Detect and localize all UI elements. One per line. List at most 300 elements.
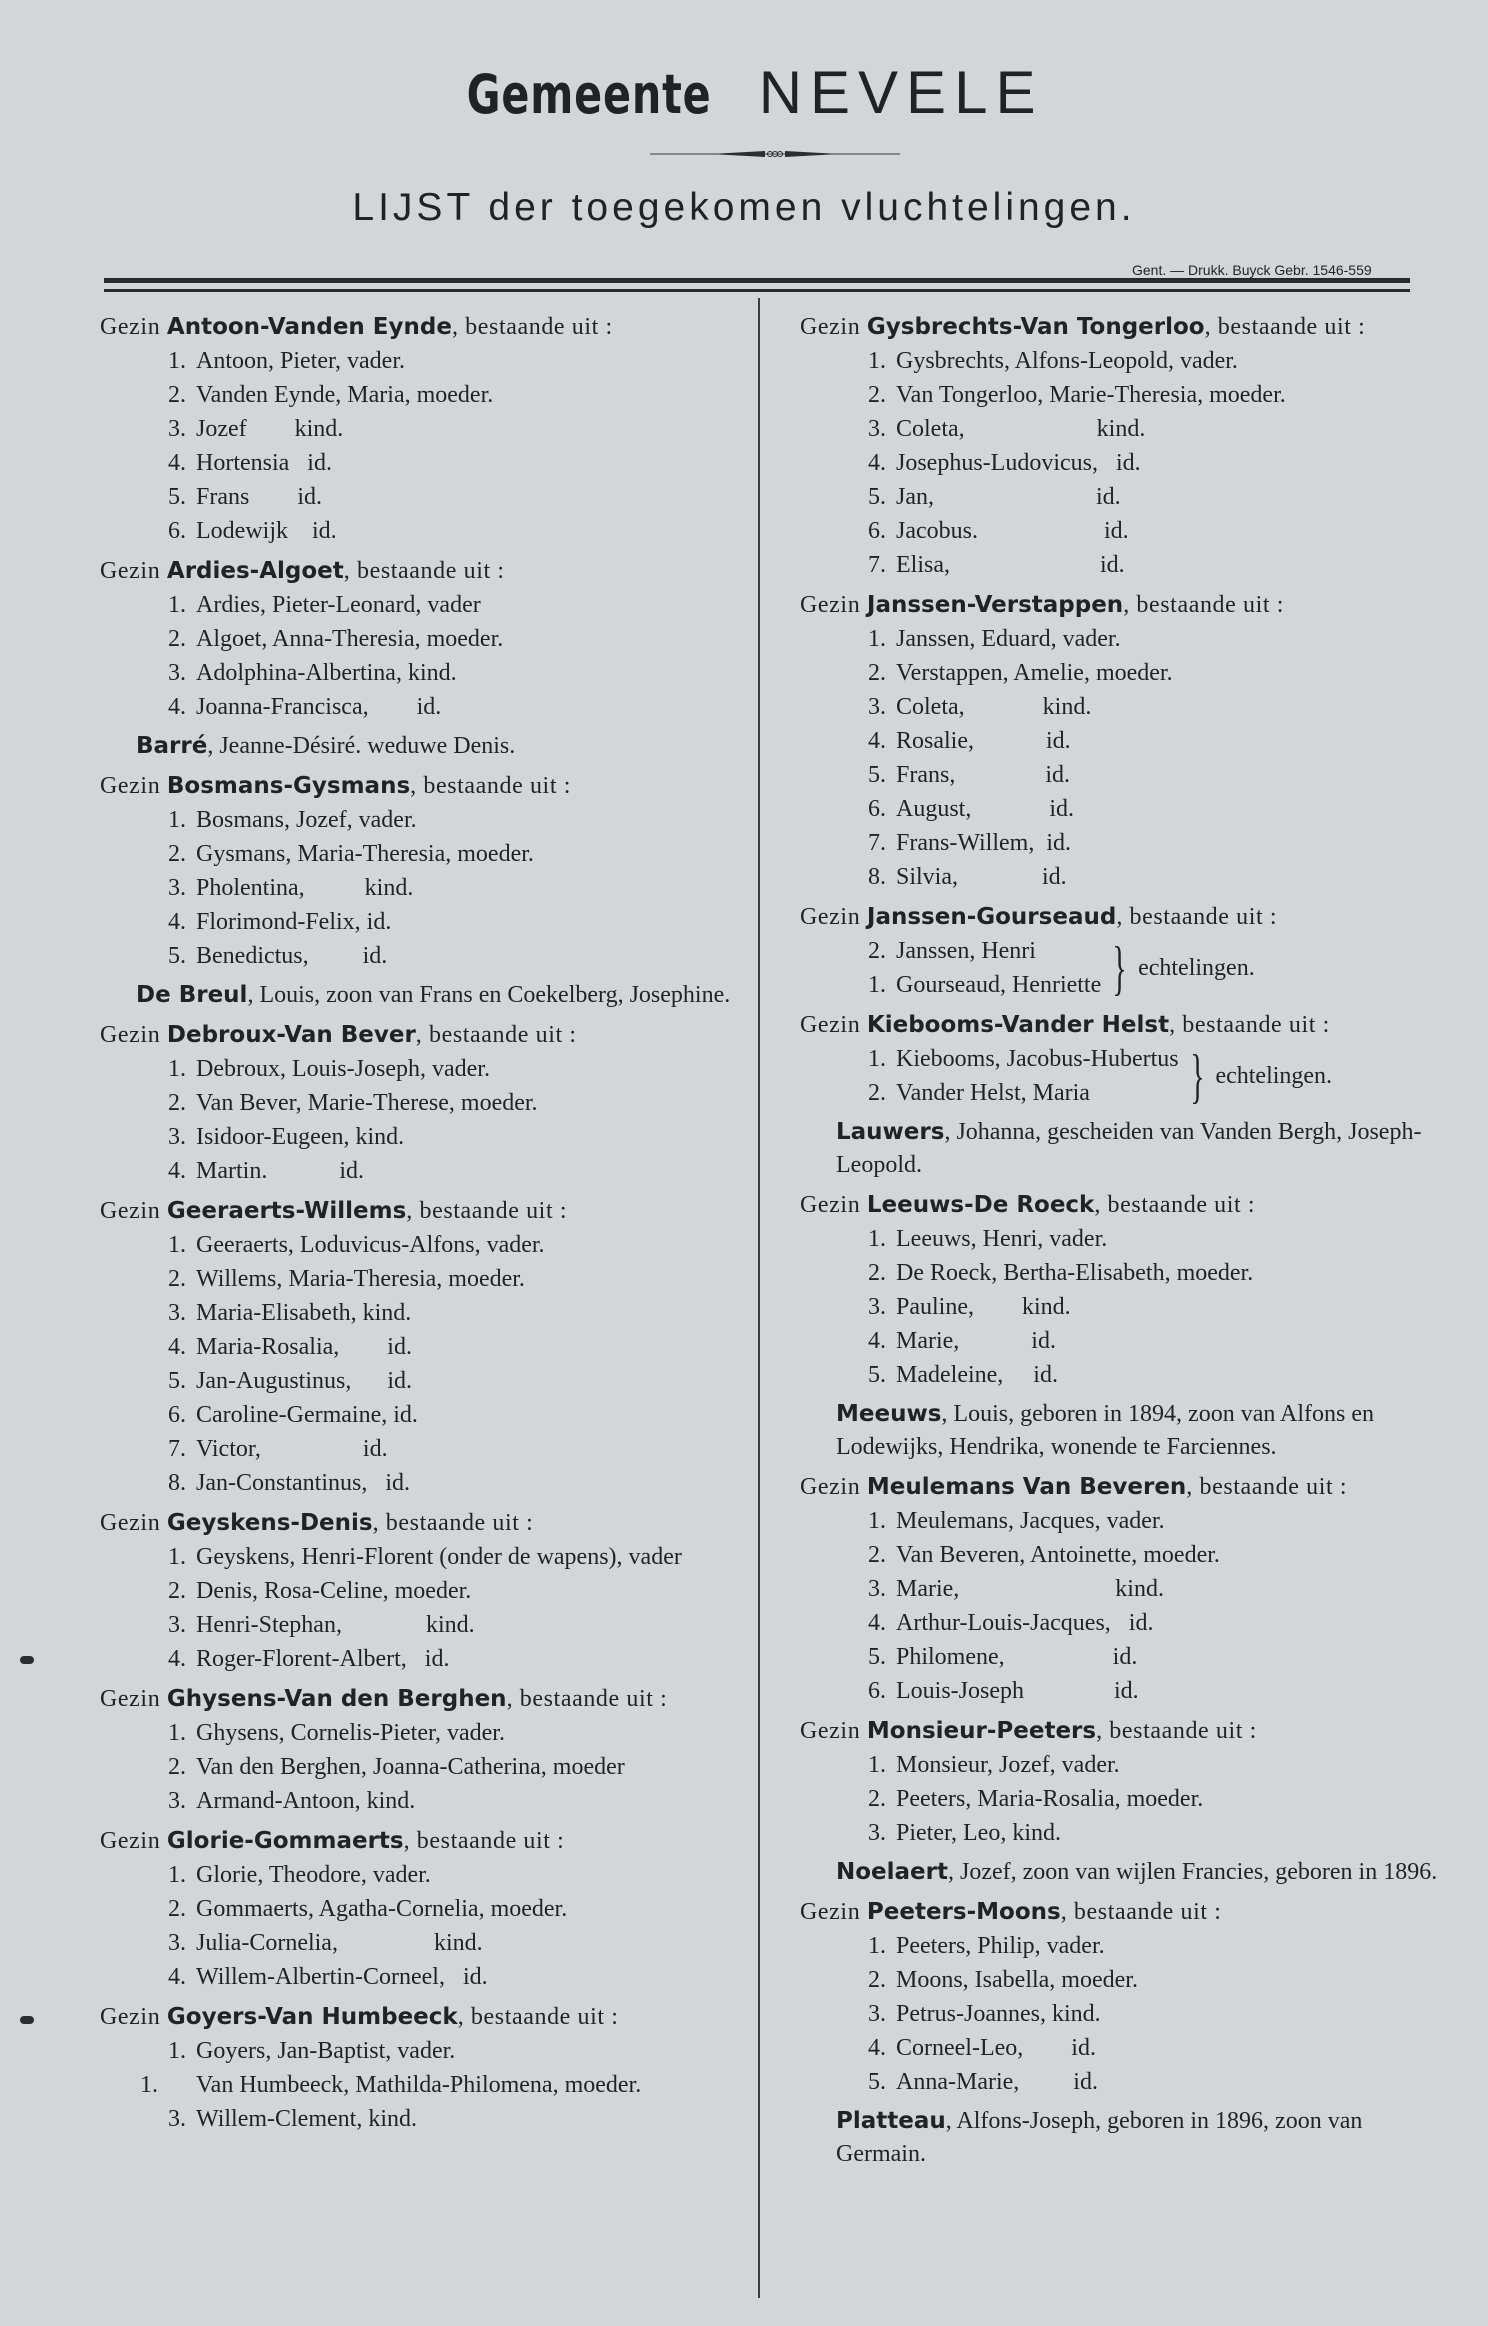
member-text: Armand-Antoon, kind. [196,1788,416,1814]
couple-label: echtelingen. [1215,1063,1333,1089]
member-number: 4. [168,1964,186,1990]
family-heading-tail: , bestaande uit : [415,1022,577,1048]
member-text: Algoet, Anna-Theresia, moeder. [196,626,504,652]
member-row [788,548,1438,582]
member-number: 3. [868,416,886,442]
family-prefix: Gezin [800,314,867,340]
header-rule [104,278,1410,283]
member-number: 2. [168,1578,186,1604]
member-row [88,1574,748,1608]
entry-single [788,1856,1438,1889]
member-text: Isidoor-Eugeen, kind. [196,1124,405,1150]
member-text: Anna-Marie, id. [896,2069,1098,2095]
member-row [788,792,1438,826]
entry-family [88,1194,748,1500]
member-row [788,1748,1438,1782]
member-number: 8. [868,864,886,890]
member-text: Gysmans, Maria-Theresia, moeder. [196,841,534,867]
member-number: 3. [168,1612,186,1638]
member-row [88,1330,748,1364]
member-number: 1. [868,1933,886,1959]
member-row [88,1120,748,1154]
family-name: Goyers-Van Humbeeck [166,2004,458,2030]
printer-imprint: Gent. — Drukk. Buyck Gebr. 1546-559 [1132,262,1372,278]
family-name: Antoon-Vanden Eynde [166,314,452,340]
single-person [88,730,748,763]
member-text: Madeleine, id. [896,1362,1058,1388]
member-row [788,1504,1438,1538]
single-person [788,1398,1438,1464]
family-heading-tail: , bestaande uit : [457,2004,619,2030]
family-name: Ghysens-Van den Berghen [166,1686,507,1712]
member-number: 1. [168,348,186,374]
family-name: Gysbrechts-Van Tongerloo [866,314,1205,340]
member-text: Petrus-Joannes, kind. [896,2001,1101,2027]
person-details: , Johanna, gescheiden van Vanden Bergh, Joseph-Leopold. [836,1119,1422,1178]
member-row [88,1228,748,1262]
member-text: Coleta, kind. [896,416,1146,442]
family-prefix: Gezin [100,1510,167,1536]
member-text: Meulemans, Jacques, vader. [896,1508,1165,1534]
member-row [88,378,748,412]
member-text: Julia-Cornelia, kind. [196,1930,483,1956]
member-number: 4. [168,1334,186,1360]
entry-family [788,1714,1438,1850]
family-prefix: Gezin [100,1022,167,1048]
couple-group [788,934,1438,1002]
couple-label: echtelingen. [1138,955,1255,981]
member-row [88,514,748,548]
member-text: Willem-Clement, kind. [196,2106,417,2132]
member-row [88,412,748,446]
member-number: 4. [868,1610,886,1636]
member-row [788,1324,1438,1358]
family-prefix: Gezin [100,1686,167,1712]
member-row [88,1784,748,1818]
member-number: 4. [868,450,886,476]
entry-single [788,2105,1438,2171]
member-row [88,1750,748,1784]
member-row [88,1926,748,1960]
member-number: 5. [868,2069,886,2095]
entry-pair [788,900,1438,1002]
family-prefix: Gezin [800,1474,867,1500]
member-row [788,1929,1438,1963]
member-row [868,968,1101,1002]
family-name: Geyskens-Denis [166,1510,373,1536]
family-prefix: Gezin [800,1899,867,1925]
member-number: 7. [868,552,886,578]
member-number: 2. [168,626,186,652]
member-number: 1. [168,1720,186,1746]
member-number: 2. [868,382,886,408]
family-prefix: Gezin [800,904,867,930]
entry-family [88,1824,748,1994]
member-row [88,905,748,939]
member-text: Geeraerts, Loduvicus-Alfons, vader. [196,1232,545,1258]
member-number: 4. [168,1158,186,1184]
member-number: 3. [168,875,186,901]
family-name: Meulemans Van Beveren [866,1474,1187,1500]
member-number: 2. [868,938,886,964]
member-text: Van Humbeeck, Mathilda-Philomena, moeder. [196,2072,642,2098]
member-row [88,803,748,837]
member-number: 1. [168,807,186,833]
title-gemeente: Gemeente [466,63,712,126]
member-text: Jozef kind. [196,416,344,442]
member-number: 5. [168,1368,186,1394]
member-text: Gysbrechts, Alfons-Leopold, vader. [896,348,1238,374]
member-row [88,1642,748,1676]
family-name: Peeters-Moons [866,1899,1061,1925]
member-text: Joanna-Francisca, id. [196,694,442,720]
member-number: 4. [868,1328,886,1354]
member-row [88,1892,748,1926]
member-row [88,837,748,871]
entry-family [88,2000,748,2136]
entry-single [88,979,748,1012]
family-prefix: Gezin [100,1828,167,1854]
member-number: 6. [168,1402,186,1428]
family-heading [88,769,748,803]
member-text: Pieter, Leo, kind. [896,1820,1061,1846]
entry-family [788,588,1438,894]
family-name: Leeuws-De Roeck [866,1192,1095,1218]
member-number: 5. [868,1362,886,1388]
entry-single [788,1398,1438,1464]
member-text: Florimond-Felix, id. [196,909,392,935]
member-number: 2. [868,1260,886,1286]
entry-family [88,554,748,724]
member-number: 4. [168,450,186,476]
member-number: 2. [168,382,186,408]
family-heading-tail: , bestaande uit : [1060,1899,1222,1925]
member-number: 5. [168,484,186,510]
family-name: Janssen-Verstappen [866,592,1124,618]
entry-family [788,1895,1438,2099]
person-details: , Alfons-Joseph, geboren in 1896, zoon van Germain. [836,2108,1363,2167]
family-prefix: Gezin [100,2004,167,2030]
member-row [788,1640,1438,1674]
member-row [88,622,748,656]
entry-family [788,1188,1438,1392]
punch-hole [20,1656,34,1664]
member-number: 4. [168,909,186,935]
member-row [788,1290,1438,1324]
member-row [88,939,748,973]
member-row [88,1052,748,1086]
single-person [788,1116,1438,1182]
column-divider [758,298,760,2298]
member-text: Glorie, Theodore, vader. [196,1862,431,1888]
member-number: 8. [168,1470,186,1496]
member-text: Ghysens, Cornelis-Pieter, vader. [196,1720,505,1746]
member-number: 3. [868,1820,886,1846]
member-text: Jan, id. [896,484,1121,510]
family-prefix: Gezin [100,773,167,799]
member-number: 2. [868,1967,886,1993]
member-number: 1. [868,972,886,998]
ornament-divider [650,150,900,158]
family-heading-tail: , bestaande uit : [506,1686,668,1712]
member-number: 1. [868,1226,886,1252]
member-row [88,1432,748,1466]
member-text: Goyers, Jan-Baptist, vader. [196,2038,456,2064]
member-text: Vander Helst, Maria [896,1080,1090,1106]
person-details: , Jozef, zoon van wijlen Francies, geboren in 1896. [948,1859,1438,1885]
member-text: Rosalie, id. [896,728,1071,754]
family-heading-tail: , bestaande uit : [1094,1192,1256,1218]
member-number: 3. [168,416,186,442]
member-text: August, id. [896,796,1075,822]
member-number: 3. [168,1788,186,1814]
member-row [788,446,1438,480]
member-number: 7. [868,830,886,856]
family-heading [788,1008,1438,1042]
member-row [788,1256,1438,1290]
member-row [88,1262,748,1296]
family-prefix: Gezin [800,1718,867,1744]
family-heading-tail: , bestaande uit : [372,1510,534,1536]
member-row [868,1042,1179,1076]
single-person [788,2105,1438,2171]
single-person [788,1856,1438,1889]
member-number: 4. [868,2035,886,2061]
member-row [88,656,748,690]
member-row [88,2102,748,2136]
family-heading [788,588,1438,622]
member-row [788,378,1438,412]
couple-group [788,1042,1438,1110]
member-text: Pholentina, kind. [196,875,414,901]
single-person [88,979,748,1012]
member-text: Bosmans, Jozef, vader. [196,807,417,833]
person-surname: Platteau [836,2108,946,2134]
member-row [788,656,1438,690]
family-name: Kiebooms-Vander Helst [866,1012,1170,1038]
member-number: 3. [868,2001,886,2027]
member-row [788,2065,1438,2099]
member-row [788,724,1438,758]
member-text: Peeters, Philip, vader. [896,1933,1105,1959]
member-row [788,1816,1438,1850]
member-text: De Roeck, Bertha-Elisabeth, moeder. [896,1260,1254,1286]
member-number: 3. [168,1124,186,1150]
member-number: 1. [868,1046,886,1072]
family-heading [788,1895,1438,1929]
person-surname: Barré [136,733,208,759]
member-text: Jacobus. id. [896,518,1129,544]
member-number: 1. [168,1232,186,1258]
member-number: 2. [868,1080,886,1106]
family-prefix: Gezin [800,1192,867,1218]
family-prefix: Gezin [100,314,167,340]
member-text: Antoon, Pieter, vader. [196,348,405,374]
family-name: Debroux-Van Bever [166,1022,416,1048]
member-number: 1. [868,348,886,374]
punch-hole [20,2016,34,2024]
member-row [88,1296,748,1330]
family-prefix: Gezin [800,592,867,618]
family-heading [88,1506,748,1540]
family-heading-tail: , bestaande uit : [1204,314,1366,340]
member-number: 3. [168,2106,186,2132]
family-heading-tail: , bestaande uit : [1116,904,1278,930]
member-number: 4. [168,1646,186,1672]
family-heading-tail: , bestaande uit : [403,1828,565,1854]
family-heading-tail: , bestaande uit : [406,1198,568,1224]
family-heading [788,1188,1438,1222]
member-row [88,1540,748,1574]
member-row [788,1222,1438,1256]
member-number: 5. [168,943,186,969]
member-row [88,1960,748,1994]
member-text: Arthur-Louis-Jacques, id. [896,1610,1154,1636]
family-heading [788,310,1438,344]
member-number: 1. [868,1752,886,1778]
member-row [88,1608,748,1642]
member-text: Coleta, kind. [896,694,1092,720]
member-row [788,1997,1438,2031]
entry-family [88,310,748,548]
member-text: Gommaerts, Agatha-Cornelia, moeder. [196,1896,568,1922]
member-row [88,871,748,905]
member-number: 2. [868,660,886,686]
member-text: Lodewijk id. [196,518,337,544]
member-row [88,1364,748,1398]
member-row [868,934,1101,968]
member-number: 1. [868,626,886,652]
member-number: 3. [168,1300,186,1326]
member-text: Caroline-Germaine, id. [196,1402,418,1428]
couple-members [868,934,1101,1002]
left-column [88,310,748,2142]
family-prefix: Gezin [100,558,167,584]
entry-single [88,730,748,763]
member-text: Geyskens, Henri-Florent (onder de wapens), vader [196,1544,682,1570]
member-row [88,1086,748,1120]
member-row [88,690,748,724]
member-text: Debroux, Louis-Joseph, vader. [196,1056,490,1082]
member-number: 3. [868,1294,886,1320]
member-text: Willem-Albertin-Corneel, id. [196,1964,488,1990]
member-text: Van Beveren, Antoinette, moeder. [896,1542,1220,1568]
member-number: 5. [868,484,886,510]
member-row [788,1606,1438,1640]
family-heading [88,1682,748,1716]
member-number: 4. [868,728,886,754]
member-text: Van den Berghen, Joanna-Catherina, moeder [196,1754,625,1780]
family-name: Ardies-Algoet [166,558,344,584]
member-text: Louis-Joseph id. [896,1678,1139,1704]
member-text: Janssen, Eduard, vader. [896,626,1121,652]
member-row [788,1538,1438,1572]
member-row [788,480,1438,514]
person-details: , Louis, geboren in 1894, zoon van Alfons en Lodewijks, Hendrika, wonende te Farciennes. [836,1401,1375,1460]
member-number: 2. [168,1090,186,1116]
family-heading-tail: , bestaande uit : [1169,1012,1330,1038]
member-text: Maria-Elisabeth, kind. [196,1300,412,1326]
member-row [88,446,748,480]
member-text: Verstappen, Amelie, moeder. [896,660,1173,686]
member-text: Jan-Constantinus, id. [196,1470,410,1496]
member-row [788,1358,1438,1392]
member-text: Leeuws, Henri, vader. [896,1226,1108,1252]
member-text: Van Bever, Marie-Therese, moeder. [196,1090,538,1116]
entry-family [788,1470,1438,1708]
member-number: 6. [168,518,186,544]
family-heading-tail: , bestaande uit : [410,773,571,799]
family-heading [788,1470,1438,1504]
person-surname: Lauwers [836,1119,945,1145]
member-text: Van Tongerloo, Marie-Theresia, moeder. [896,382,1286,408]
person-surname: De Breul [136,982,248,1008]
member-number: 3. [168,1930,186,1956]
member-number: 2. [168,1266,186,1292]
member-number: 2. [168,841,186,867]
member-row [88,1398,748,1432]
person-surname: Noelaert [836,1859,948,1885]
member-text: Philomene, id. [896,1644,1138,1670]
member-number: 6. [868,796,886,822]
member-row [88,344,748,378]
family-heading-tail: , bestaande uit : [451,314,613,340]
member-number: 5. [868,762,886,788]
member-text: Frans-Willem, id. [896,830,1072,856]
family-heading [88,1824,748,1858]
member-text: Peeters, Maria-Rosalia, moeder. [896,1786,1204,1812]
member-row [788,1782,1438,1816]
member-number: 2. [168,1754,186,1780]
family-name: Monsieur-Peeters [866,1718,1097,1744]
family-name: Geeraerts-Willems [166,1198,407,1224]
member-text: Roger-Florent-Albert, id. [196,1646,450,1672]
member-row [788,2031,1438,2065]
family-heading-tail: , bestaande uit : [1186,1474,1348,1500]
member-number: 1. [168,1544,186,1570]
family-prefix: Gezin [100,1198,167,1224]
member-text: Marie, id. [896,1328,1056,1354]
member-text: Elisa, id. [896,552,1125,578]
member-number: 5. [868,1644,886,1670]
member-text: Josephus-Ludovicus, id. [896,450,1141,476]
member-text: Benedictus, id. [196,943,388,969]
person-details: , Jeanne-Désiré. weduwe Denis. [207,733,516,759]
family-heading [88,310,748,344]
member-number: 2. [168,1896,186,1922]
family-prefix: Gezin [800,1012,867,1038]
member-text: Vanden Eynde, Maria, moeder. [196,382,494,408]
member-row [88,1858,748,1892]
member-row [868,1076,1179,1110]
member-row [788,690,1438,724]
member-number: 6. [868,1678,886,1704]
family-name: Glorie-Gommaerts [166,1828,404,1854]
brace-glyph: } [1189,1043,1205,1109]
member-number: 4. [168,694,186,720]
member-text: Willems, Maria-Theresia, moeder. [196,1266,525,1292]
member-text: Frans, id. [896,762,1070,788]
member-text: Martin. id. [196,1158,364,1184]
member-text: Ardies, Pieter-Leonard, vader [196,592,481,618]
member-row [88,480,748,514]
couple-members [868,1042,1179,1110]
member-text: Jan-Augustinus, id. [196,1368,412,1394]
member-number: 1. [168,592,186,618]
member-text: Adolphina-Albertina, kind. [196,660,457,686]
member-text: Moons, Isabella, moeder. [896,1967,1138,1993]
member-text: Denis, Rosa-Celine, moeder. [196,1578,472,1604]
